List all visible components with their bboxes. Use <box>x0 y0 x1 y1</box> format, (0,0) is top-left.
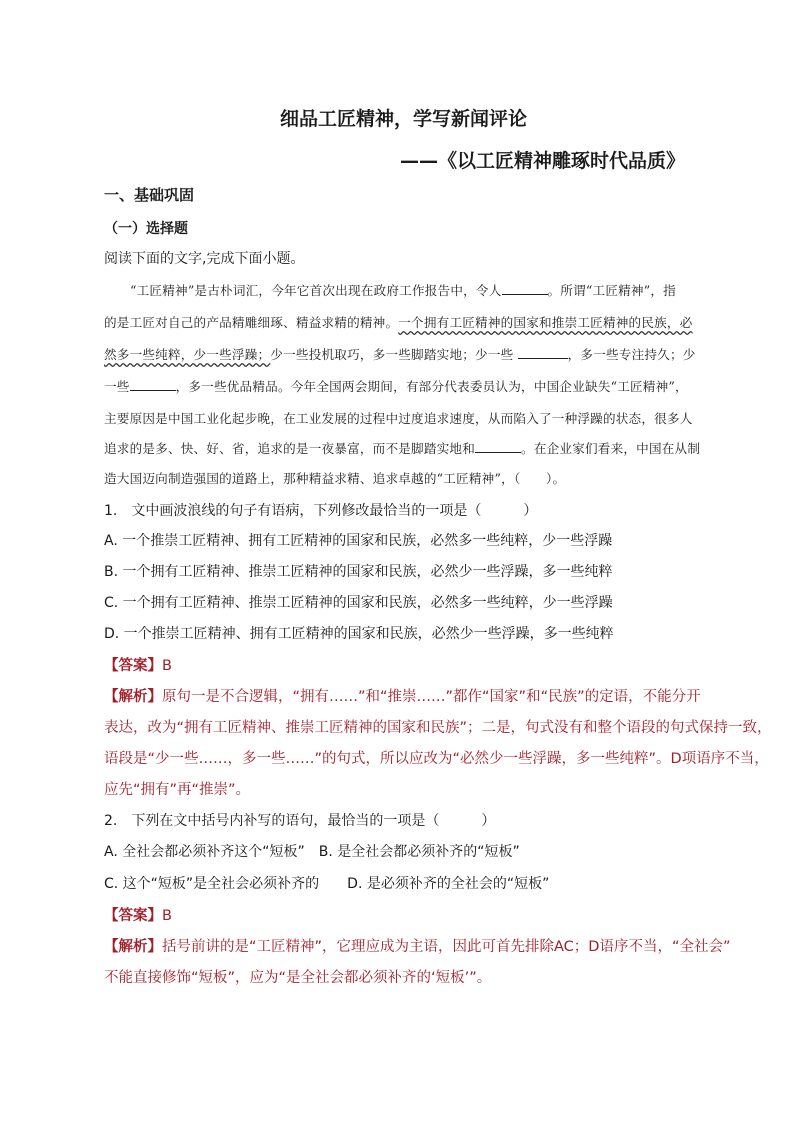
passage-text: 。所谓“工匠精神”，指 <box>547 283 676 298</box>
fill-blank <box>130 377 176 391</box>
question-2-options-ab: A. 全社会都必须补齐这个“短板” B. 是全社会都必须补齐的“短板” <box>104 844 520 860</box>
passage-text: 追求的是多、快、好、省，追求的是一夜暴富，而不是脚踏实地和 <box>104 441 476 456</box>
answer-tag: 【答案】 <box>104 658 162 674</box>
passage-line: 造大国迈向制造强国的道路上，那种精益求精、追求卓越的“工匠精神”，（ ）。 <box>104 471 566 486</box>
subsection-heading: （一）选择题 <box>104 221 188 237</box>
question-2-analysis-line <box>104 935 731 956</box>
question-1-stem: 1. 文中画波浪线的句子有语病，下列修改最恰当的一项是（ ） <box>104 503 538 519</box>
question-1-option-c: C. 一个拥有工匠精神、推崇工匠精神的国家和民族，必然多一些纯粹，少一些浮躁 <box>104 595 613 611</box>
fill-blank <box>502 281 548 295</box>
question-1-answer <box>104 654 172 675</box>
answer-value: B <box>162 908 172 924</box>
answer-value: B <box>162 658 172 674</box>
wavy-underlined-sentence: 一个拥有工匠精神的国家和推崇工匠精神的民族，必 <box>398 315 693 330</box>
passage-text: 。在企业家们看来，中国在从制 <box>521 441 701 456</box>
question-1-analysis-line: 表达，改为“拥有工匠精神、推崇工匠精神的国家和民族”；二是，句式没有和整个语段的句式保持一致， <box>104 720 772 736</box>
section-heading: 一、基础巩固 <box>104 186 195 204</box>
fill-blank <box>518 345 568 359</box>
question-1-analysis-line: 应先“拥有”再“推崇”。 <box>104 782 251 798</box>
document-subtitle: ——《以工匠精神雕琢时代品质》 <box>400 150 686 172</box>
passage-text: 少一些投机取巧，多一些脚踏实地；少一些 <box>270 347 518 362</box>
passage-line: 主要原因是中国工业化起步晚，在工业发展的过程中过度追求速度，从而陷入了一种浮躁的状态，很多人 <box>104 411 693 426</box>
analysis-tag: 【解析】 <box>104 689 162 705</box>
passage-line <box>104 438 700 457</box>
passage-line <box>104 376 688 395</box>
document-title: 细品工匠精神，学写新闻评论 <box>280 108 528 130</box>
analysis-text: 括号前讲的是“工匠精神”，它理应成为主语，因此可首先排除AC；D语序不当，“全社会” <box>162 939 731 955</box>
question-2-options-cd: C. 这个“短板”是全社会必须补齐的 D. 是必须补齐的全社会的“短板” <box>104 876 550 892</box>
question-1-analysis-line <box>104 685 701 706</box>
passage-text: ，多一些专注持久；少 <box>567 347 696 362</box>
answer-tag: 【答案】 <box>104 908 162 924</box>
question-1-option-b: B. 一个拥有工匠精神、推崇工匠精神的国家和民族，必然少一些浮躁，多一些纯粹 <box>104 564 613 580</box>
passage-line <box>130 280 676 299</box>
passage-text: “工匠精神”是古朴词汇，今年它首次出现在政府工作报告中，令人 <box>130 283 502 298</box>
question-1-analysis-line: 语段是“少一些……，多一些……”的句式，所以应改为“必然少一些浮躁，多一些纯粹”。D项语序不当， <box>104 751 769 767</box>
question-2-answer <box>104 904 172 925</box>
passage-text: ，多一些优品精品。今年全国两会期间，有部分代表委员认为，中国企业缺失“工匠精神”， <box>175 379 688 394</box>
analysis-text: 原句一是不合逻辑，“拥有……”和“推崇……”都作“国家”和“民族”的定语，不能分开 <box>162 689 701 705</box>
question-1-option-a: A. 一个推崇工匠精神、拥有工匠精神的国家和民族，必然多一些纯粹，少一些浮躁 <box>104 533 613 549</box>
passage-line <box>104 344 696 363</box>
passage-text: 的是工匠对自己的产品精雕细琢、精益求精的精神。 <box>104 315 399 330</box>
wavy-underlined-sentence: 然多一些纯粹，少一些浮躁； <box>104 347 271 362</box>
question-2-analysis-line: 不能直接修饰“短板”，应为“是全社会都必须补齐的‘短板’”。 <box>104 970 492 986</box>
instruction-text: 阅读下面的文字,完成下面小题。 <box>104 251 305 267</box>
passage-line <box>104 312 693 331</box>
passage-text: 一些 <box>104 379 130 394</box>
fill-blank <box>475 439 521 453</box>
question-1-option-d: D. 一个推崇工匠精神、拥有工匠精神的国家和民族，必然少一些浮躁，多一些纯粹 <box>104 626 614 642</box>
question-2-stem: 2. 下列在文中括号内补写的语句，最恰当的一项是（ ） <box>104 813 496 829</box>
analysis-tag: 【解析】 <box>104 939 162 955</box>
